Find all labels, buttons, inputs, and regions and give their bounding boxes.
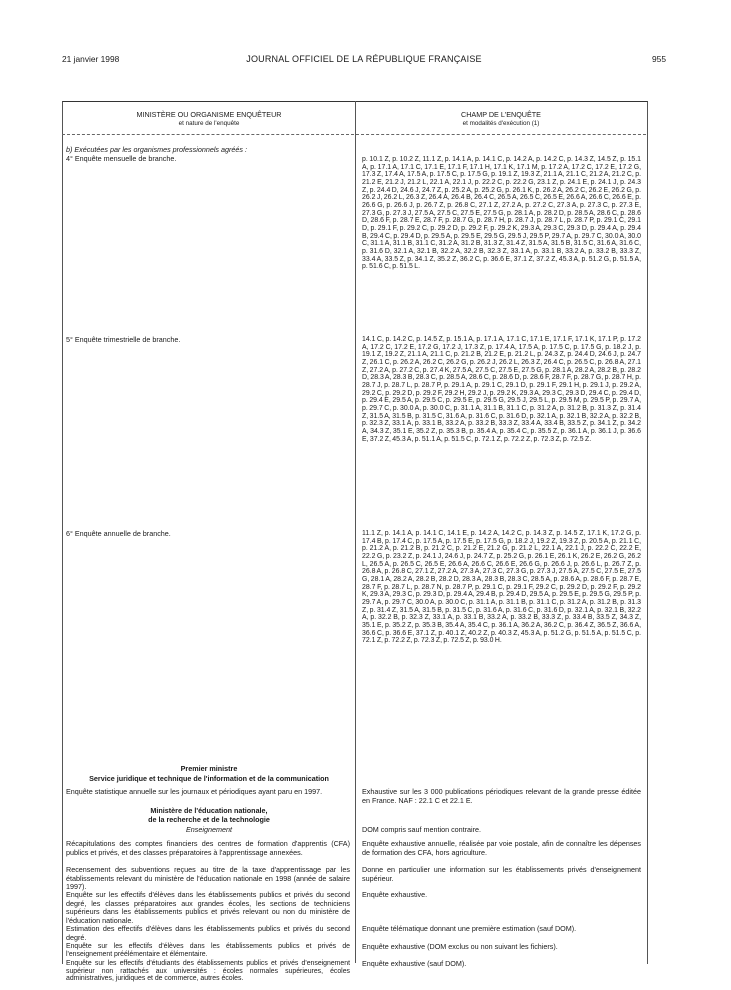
header-journal-title: JOURNAL OFFICIEL DE LA RÉPUBLIQUE FRANÇAISE [246,54,482,64]
enquete-annuelle-codes: 11.1 Z, p. 14.1 A, p. 14.1 C, 14.1 E, p. 14.2 A, 14.2 C, p. 14.3 Z, p. 14.5 Z, 17.1 K, 17.2 G, p. 17.4 B, p. 17.4 C, p. 17.5 A, p. 17.5 E, p. 17.5 G, p. 18.2 J, 19.2 Z, 19.3 Z, p. 20.5 A, p. 21.1 C, p. 21.2 A, p. 21.2 B, p. 21.2 C, p. 21.2 E, 21.2 G, p. 21.2 L, 22.1 A, 22.1 J, p. 22.2 C, 22.2 E, 22.2 G, p. 23.2 Z, p. 24.1 J, 24.6 J, p. 24.7 Z, p. 25.2 G, p. 26.1 E, 26.1 K, 26.2 E, 26.2 G, 26.2 L, 26.5 A, p. 26.5 C, 26.5 E, 26.6 A, 26.6 C, 26.6 E, 26.6 G, p. 26.6 J, p. 26.6 L, p. 26.7 Z, p. 26.8 A, p. 26.8 C, 27.1 Z, 27.2 A, 27.3 A, 27.3 C, 27.3 G, p. 27.3 J, 27.5 A, 27.5 C, 27.5 E, 27.5 G, 28.1 A, 28.2 A, 28.2 B, 28.2 D, 28.3 A, 28.3 B, 28.3 C, 28.5 A, p. 28.6 A, p. 28.6 F, p. 28.7 E, 28.7 F, p. 28.7 L, p. 28.7 N, p. 28.7 P, p. 29.1 C, p. 29.1 F, 29.2 C, p. 29.2 D, p. 29.2 F, p. 29.2 K, 29.3 A, 29.3 C, p. 29.3 D, p. 29.4 A, 29.4 B, p. 29.4 D, 29.5 A, p. 29.5 E, p. 29.5 G, 29.5 P, p. 29.7 A, p. 29.7 C, 30.0 A, p. 30.0 C, p. 31.1 A, p. 31.1 B, p. 31.1 C, p. 31.2 A, p. 31.2 B, p. 31.3 Z, p. 31.4 Z, 31.5 A, 31.5 B, p. 31.5 C, p. 31.6 A, p. 31.6 C, p. 31.6 D, p. 32.1 A, p. 32.1 B, 32.2 A, p. 32.2 B, p. 32.3 Z, 33.1 A, p. 33.1 B, 33.2 A, p. 33.2 B, 33.3 Z, p. 33.4 B, 33.5 Z, 34.3 Z, 35.1 E, p. 35.2 Z, p. 35.3 B, 35.4 A, 35.4 C, p. 36.1 A, 36.2 A, 36.2 C, p. 36.4 Z, 36.5 Z, 36.6 A, 36.6 C, p. 36.6 E, 37.1 Z, p. 40.1 Z, 40.2 Z, p. 40.3 Z, 45.3 A, p. 51.2 G, p. 51.5 A, p. 51.5 C, p. 72.1 Z, p. 72.2 Z, p. 72.3 Z, p. 72.5 Z, p. 93.0 H. [362,530,641,645]
education-subsection: Enseignement [186,825,232,834]
column-divider [355,101,356,963]
header-divider-left [62,134,354,135]
education-enquete-5: Enquête sur les effectifs d'élèves dans les établissements publics et privés de l'enseignement préélémentaire et élémentaire. [66,943,350,958]
education-enquete-4: Estimation des effectifs d'élèves dans les établissements publics et privés du second degré. [66,924,350,942]
enquete-trimestrielle-label: 5° Enquête trimestrielle de branche. [66,335,181,344]
column-header-left [63,111,355,128]
premier-ministre-champ: Exhaustive sur les 3 000 publications périodiques relevant de la grande presse éditée en France. NAF : 22.1 C et 22.1 E. [362,787,641,805]
header-page-number: 955 [652,54,666,64]
education-champ-5: Enquête exhaustive (DOM exclus ou non suivant les fichiers). [362,942,558,951]
education-title-line2: de la recherche et de la technologie [148,815,270,824]
column-header-right [356,111,646,128]
column-header-right-subtitle: et modalités d'exécution (1) [462,119,540,127]
education-title-line1: Ministère de l'éducation nationale, [150,806,268,815]
education-champ-1: Enquête exhaustive annuelle, réalisée par voie postale, afin de connaître les dépenses de formation des CFA, hors agriculture. [362,839,641,857]
enquete-annuelle-label: 6° Enquête annuelle de branche. [66,529,171,538]
education-champ-2: Donne en particulier une information sur les établissements privés d'enseignement supérieur. [362,865,641,883]
education-enquete-1: Récapitulations des comptes financiers des centres de formation d'apprentis (CFA) publics et privés, et des classes préparatoires à l'apprentissage annexées. [66,839,350,857]
education-champ-4: Enquête télématique donnant une première estimation (sauf DOM). [362,924,577,933]
premier-ministre-service: Service juridique et technique de l'information et de la communication [89,774,329,783]
premier-ministre-title: Premier ministre [180,764,238,773]
enquete-trimestrielle-codes: 14.1 C, p. 14.2 C, p. 14.5 Z, p. 15.1 A, p. 17.1 A, 17.1 C, 17.1 E, 17.1 F, 17.1 K, 17.1 P, p. 17.2 A, 17.2 C, 17.2 E, 17.2 G, 17.2 J, 17.3 Z, p. 17.4 A, 17.5 A, p. 17.5 C, p. 17.5 G, p. 18.2 J, p. 19.1 Z, 19.2 Z, 21.1 A, 21.1 C, p. 21.2 B, 21.2 E, p. 21.2 L, p. 24.3 Z, p. 24.4 D, 24.6 J, p. 24.7 Z, 26.1 C, p. 26.2 A, 26.2 C, 26.2 G, p. 26.2 J, 26.2 L, 26.3 Z, 26.4 C, p. 26.5 C, p. 26.8 A, 27.1 Z, 27.2 A, p. 27.2 C, p. 27.4 K, 27.5 A, 27.5 C, 27.5 E, 27.5 G, p. 28.1 A, 28.2 A, 28.2 B, p. 28.2 D, 28.3 A, 28.3 B, 28.3 C, p. 28.5 A, 28.6 C, p. 28.6 D, p. 28.6 F, 28.7 F, p. 28.7 G, p. 28.7 H, p. 28.7 J, p. 28.7 L, p. 28.7 P, p. 29.1 A, p. 29.1 C, 29.1 D, p. 29.1 F, 29.1 H, p. 29.1 J, p. 29.2 A, 29.2 C, p. 29.2 D, p. 29.2 F, 29.2 H, 29.2 J, p. 29.2 K, 29.3 A, 29.3 C, 29.3 D, 29.4 C, p. 29.4 D, p. 29.4 E, 29.5 A, p. 29.5 C, p. 29.5 E, p. 29.5 G, 29.5 J, 29.5 L, p. 29.5 M, p. 29.5 P, p. 29.7 A, p. 29.7 C, p. 30.0 A, p. 30.0 C, p. 31.1 A, 31.1 B, 31.1 C, p. 31.2 A, p. 31.2 B, p. 31.3 Z, p. 31.4 Z, 31.5 A, 31.5 B, p. 31.5 C, 31.6 A, p. 31.6 C, p. 31.6 D, p. 32.1 A, p. 32.1 B, 32.2 A, p. 32.2 B, p. 32.3 Z, 33.1 A, p. 33.1 B, 33.2 A, p. 33.2 B, 33.3 Z, 33.4 A, 33.4 B, 33.5 Z, p. 34.1 Z, p. 34.2 A, 34.3 Z, 35.1 E, 35.2 Z, p. 35.3 B, p. 35.4 A, p. 35.4 C, p. 35.5 Z, p. 36.1 A, p. 36.1 J, p. 36.6 E, 37.2 Z, 45.3 A, p. 51.1 A, p. 51.5 C, p. 72.1 Z, p. 72.2 Z, p. 72.3 Z, p. 72.5 Z. [362,336,641,443]
enquete-mensuelle-codes: p. 10.1 Z, p. 10.2 Z, 11.1 Z, p. 14.1 A, p. 14.1 C, p. 14.2 A, p. 14.2 C, p. 14.3 Z, 14.5 Z, p. 15.1 A, p. 17.1 A, 17.1 C, 17.1 E, 17.1 F, 17.1 H, 17.1 K, 17.1 M, p. 17.2 A, 17.2 C, 17.2 E, 17.2 G, 17.3 Z, 17.4 A, 17.5 A, p. 17.5 C, p. 17.5 G, p. 19.1 Z, 19.3 Z, 21.1 A, 21.1 C, 21.2 A, 21.2 C, p. 21.2 E, 21.2 J, 21.2 L, 22.1 A, 22.1 J, p. 22.2 C, p. 22.2 G, 23.1 Z, p. 24.1 E, p. 24.1 J, p. 24.3 Z, p. 24.4 D, 24.6 J, 24.7 Z, p. 25.2 A, p. 25.2 G, p. 26.1 K, p. 26.2 A, 26.2 C, 26.2 E, 26.2 G, p. 26.2 J, 26.2 L, 26.3 Z, 26.4 A, 26.4 B, 26.4 C, 26.5 A, 26.5 C, 26.5 E, 26.6 A, 26.6 C, 26.6 E, p. 26.6 G, p. 26.6 J, p. 26.7 Z, p. 26.8 C, 27.1 Z, 27.2 A, p. 27.2 C, 27.3 A, p. 27.3 C, p. 27.3 E, 27.3 G, p. 27.3 J, 27.5 A, 27.5 C, 27.5 E, 27.5 G, p. 28.1 A, p. 28.2 D, p. 28.5 A, 28.6 C, p. 28.6 D, 28.6 F, p. 28.7 E, 28.7 F, p. 28.7 G, p. 28.7 H, p. 28.7 J, p. 28.7 L, p. 28.7 P, p. 29.1 C, 29.1 D, p. 29.1 F, p. 29.2 C, p. 29.2 D, p. 29.2 F, p. 29.2 K, 29.3 A, 29.3 C, 29.3 D, p. 29.4 A, p. 29.4 B, 29.4 C, p. 29.4 D, p. 29.5 A, p. 29.5 E, 29.5 G, 29.5 J, 29.5 P, 29.7 A, p. 29.7 C, 30.0 A, 30.0 C, 31.1 A, 31.1 B, 31.1 C, 31.2 A, 31.2 B, 31.3 Z, 31.4 Z, 31.5 A, 31.5 B, 31.5 C, 31.6 A, 31.6 C, p. 31.6 D, 32.1 A, 32.1 B, 32.2 A, 32.2 B, 32.3 Z, 33.1 A, p. 33.1 B, 33.2 A, p. 33.2 B, 33.3 Z, 33.4 A, 33.5 Z, p. 34.1 Z, 35.2 Z, 36.2 C, p. 36.6 E, 37.1 Z, 37.2 Z, 45.3 A, p. 51.2 G, p. 51.5 A, p. 51.6 C, p. 51.5 L. [362,156,641,271]
education-enquete-3: Enquête sur les effectifs d'élèves dans les établissements publics et privés du second degré, les classes préparatoires aux grandes écoles, les sections de techniciens supérieurs dans les établissements publics et privés relevant ou non du ministère de l'éducation nationale. [66,890,350,925]
education-champ-6: Enquête exhaustive (sauf DOM). [362,959,467,968]
column-header-left-subtitle: et nature de l'enquête [178,119,240,127]
header-date: 21 janvier 1998 [62,54,120,64]
enquete-mensuelle-label: 4° Enquête mensuelle de branche. [66,154,177,163]
column-header-right-title: CHAMP DE L'ENQUÊTE [461,110,541,119]
premier-ministre-enquete: Enquête statistique annuelle sur les journaux et périodiques ayant paru en 1997. [66,787,323,796]
column-header-left-title: MINISTÈRE OU ORGANISME ENQUÊTEUR [136,110,282,119]
education-enquete-6: Enquête sur les effectifs d'étudiants des établissements publics et privés d'enseignement supérieur non rattachés aux universités : écoles normales supérieures, écoles administratives, juridiques et de commerce, autres écoles. [66,960,350,983]
education-enquete-2: Recensement des subventions reçues au titre de la taxe d'apprentissage par les établissements relevant du ministère de l'éducation nationale en 1998 (année de salaire 1997). [66,865,350,891]
page-header [62,54,666,68]
section-heading-text: b) Exécutées par les organismes professionnels agréés : [66,145,247,154]
header-divider-right [356,134,646,135]
education-champ-3: Enquête exhaustive. [362,890,428,899]
education-dom-note: DOM compris sauf mention contraire. [362,825,482,834]
